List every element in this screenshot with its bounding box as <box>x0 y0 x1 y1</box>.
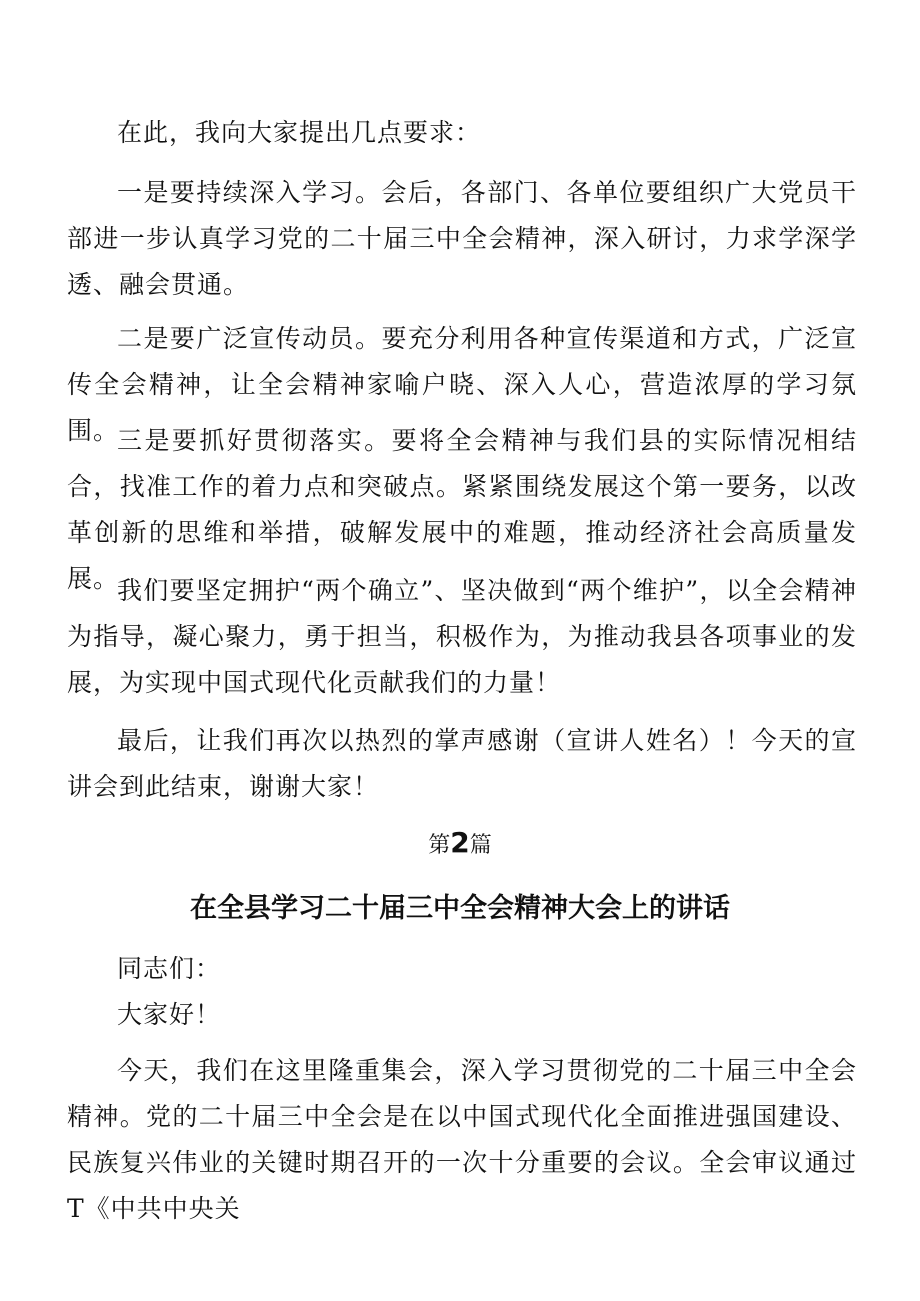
part-label-prefix: 第 <box>428 833 451 858</box>
paragraph-point-two: 二是要广泛宣传动员。要充分利用各种宣传渠道和方式，广泛宣传全会精神，让全会精神家喻户晓、深入人心，营造浓厚的学习氛围。 <box>67 324 857 445</box>
greeting-hello: 大家好！ <box>117 1000 222 1029</box>
paragraph-opening: 今天，我们在这里隆重集会，深入学习贯彻党的二十届三中全会精神。党的二十届三中全会是在以中国式现代化全面推进强国建设、民族复兴伟业的关键时期召开的一次十分重要的会议。全会审议通过T《中共中央关 <box>67 1056 857 1223</box>
paragraph-requirements-intro: 在此，我向大家提出几点要求： <box>117 118 482 147</box>
paragraph-closing: 最后，让我们再次以热烈的掌声感谢（宣讲人姓名）！今天的宣讲会到此结束，谢谢大家！ <box>67 726 857 801</box>
part-label-number: 2 <box>450 826 470 859</box>
paragraph-point-three: 三是要抓好贯彻落实。要将全会精神与我们县的实际情况相结合，找准工作的着力点和突破点。紧紧围绕发展这个第一要务，以改革创新的思维和举措，破解发展中的难题，推动经济社会高质量发展。 <box>67 426 857 593</box>
paragraph-commitment: 我们要坚定拥护“两个确立”、坚决做到“两个维护”，以全会精神为指导，凝心聚力，勇于担当，积极作为，为推动我县各项事业的发展，为实现中国式现代化贡献我们的力量！ <box>67 576 857 697</box>
paragraph-point-one: 一是要持续深入学习。会后，各部门、各单位要组织广大党员干部进一步认真学习党的二十届三中全会精神，深入研讨，力求学深学透、融会贯通。 <box>67 178 857 299</box>
part-label-suffix: 篇 <box>469 833 492 858</box>
greeting-comrades: 同志们： <box>117 954 222 983</box>
speech-title: 在全县学习二十届三中全会精神大会上的讲话 <box>190 893 730 924</box>
part-label <box>0 823 920 866</box>
